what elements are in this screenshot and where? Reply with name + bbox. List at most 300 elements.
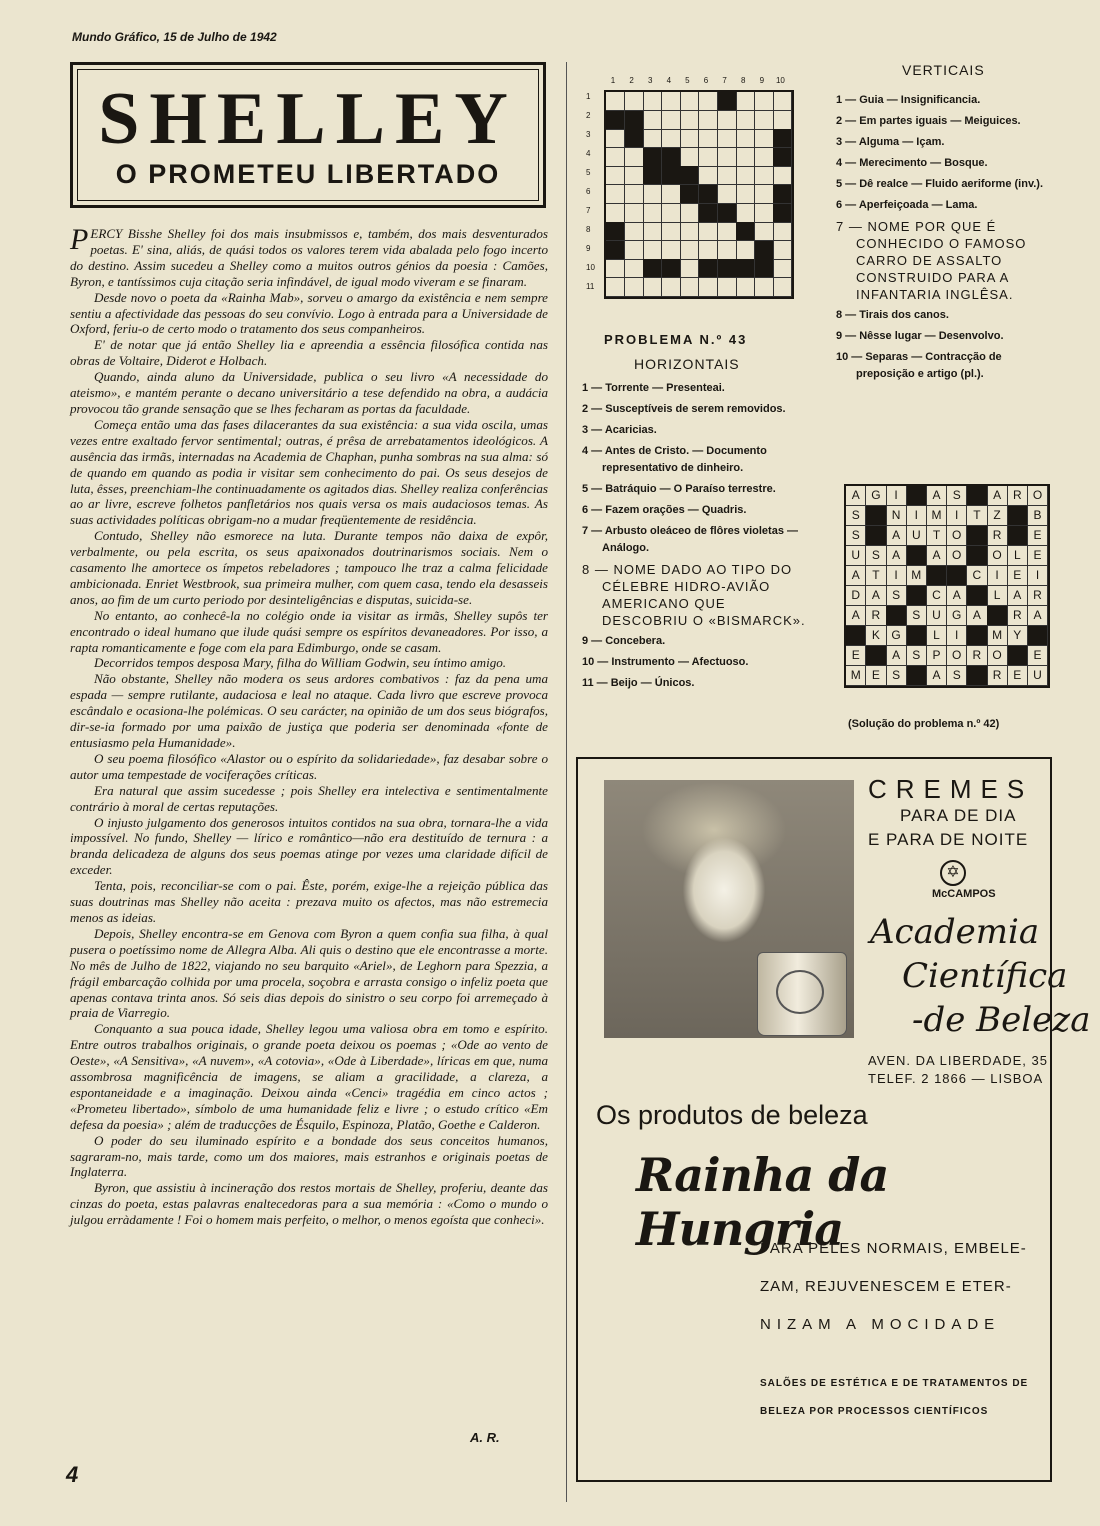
crossword-cell bbox=[699, 148, 718, 167]
article-paragraph: O poder do seu iluminado espírito e a bondade dos seus conceitos humanos, sagraram-no, mais tarde, como um dos maiores, mais estranhos e originais poetas de Inglaterra. bbox=[70, 1132, 548, 1180]
solution-cell: O bbox=[1028, 486, 1048, 506]
solution-cell: U bbox=[846, 546, 866, 566]
crossword-cell bbox=[606, 166, 625, 185]
crossword-cell bbox=[755, 278, 774, 297]
crossword-cell bbox=[736, 148, 755, 167]
crossword-cell bbox=[736, 241, 755, 260]
crossword-cell bbox=[718, 129, 737, 148]
crossword-cell bbox=[606, 185, 625, 204]
crossword-cell bbox=[606, 241, 625, 260]
solution-cell bbox=[1008, 526, 1028, 546]
ad-produtos: Os produtos de beleza bbox=[596, 1100, 868, 1130]
ad-academia-1: Academia bbox=[870, 912, 1040, 952]
crossword-col-number: 3 bbox=[647, 76, 653, 85]
crossword-cell bbox=[773, 259, 792, 278]
crossword-cell bbox=[625, 111, 644, 130]
clue-item: 7 — NOME POR QUE É CONHECIDO O FAMOSO CARRO DE ASSALTO CONSTRUIDO PARA A INFANTARIA INGLÊSA. bbox=[836, 219, 1027, 302]
ad-cremes: CREMES bbox=[868, 774, 1034, 804]
crossword-cell bbox=[662, 111, 681, 130]
clue-item: 5 — Dê realce — Fluido aeriforme (inv.). bbox=[836, 178, 1044, 190]
solution-cell: Y bbox=[1008, 626, 1028, 646]
solution-cell: A bbox=[947, 586, 967, 606]
solution-cell: O bbox=[947, 526, 967, 546]
solution-cell: G bbox=[886, 626, 906, 646]
solution-cell: P bbox=[927, 646, 947, 666]
crossword-cell bbox=[773, 92, 792, 111]
crossword-cell bbox=[773, 204, 792, 223]
crossword-cell bbox=[606, 278, 625, 297]
crossword-row-number: 11 bbox=[586, 282, 595, 291]
crossword-cell bbox=[699, 222, 718, 241]
crossword-cell bbox=[718, 259, 737, 278]
clue-item: 6 — Aperfeiçoada — Lama. bbox=[836, 199, 978, 211]
ad-peles: PARA PELES NORMAIS, EMBELE- ZAM, REJUVENESCEM E ETER- NIZAM A MOCIDADE bbox=[760, 1240, 1027, 1333]
solution-cell: T bbox=[927, 526, 947, 546]
crossword-cell bbox=[736, 166, 755, 185]
crossword-cell bbox=[773, 129, 792, 148]
solution-cell: S bbox=[947, 666, 967, 686]
column-divider bbox=[566, 62, 567, 1502]
crossword-cell bbox=[718, 204, 737, 223]
solution-cell: G bbox=[947, 606, 967, 626]
crossword-cell bbox=[680, 148, 699, 167]
solution-cell: E bbox=[1028, 546, 1048, 566]
solution-cell: S bbox=[846, 506, 866, 526]
solution-cell: O bbox=[947, 646, 967, 666]
solution-cell: Z bbox=[987, 506, 1007, 526]
crossword-cell bbox=[718, 278, 737, 297]
crossword-cell bbox=[680, 222, 699, 241]
crossword-cell bbox=[662, 222, 681, 241]
crossword-row-number: 9 bbox=[586, 244, 591, 253]
crossword-cell bbox=[736, 278, 755, 297]
crossword-cell bbox=[662, 148, 681, 167]
solution-cell: O bbox=[987, 646, 1007, 666]
crossword-cell bbox=[643, 185, 662, 204]
crossword-cell bbox=[680, 185, 699, 204]
article-paragraph: Quando, ainda aluno da Universidade, publica o seu livro «A necessidade do ateismo», e mantém perante o decano universitário a tese defendido na obra, a audácia provocou tão grande sensação que se lhes fecharam as portas da faculdade. bbox=[70, 369, 548, 416]
solution-cell: M bbox=[907, 566, 927, 586]
crossword-row-number: 7 bbox=[586, 206, 591, 215]
crossword-cell bbox=[625, 204, 644, 223]
solution-cell: C bbox=[967, 566, 987, 586]
clue-item: 1 — Guia — Insignificancia. bbox=[836, 94, 981, 106]
crossword-cell bbox=[736, 222, 755, 241]
solution-cell: S bbox=[866, 546, 886, 566]
solution-cell: S bbox=[886, 666, 906, 686]
solution-cell bbox=[907, 546, 927, 566]
solution-cell: M bbox=[846, 666, 866, 686]
clue-item: 1 — Torrente — Presenteai. bbox=[582, 382, 725, 394]
solution-cell: A bbox=[886, 546, 906, 566]
crossword-cell bbox=[718, 185, 737, 204]
solution-cell: I bbox=[886, 566, 906, 586]
crossword-cell bbox=[643, 259, 662, 278]
solution-cell: E bbox=[846, 646, 866, 666]
crossword-col-number: 2 bbox=[629, 76, 634, 85]
crossword-grid bbox=[604, 90, 794, 299]
ad-academia-2: Científica bbox=[902, 956, 1068, 996]
clue-item: 3 — Alguma — Içam. bbox=[836, 136, 945, 148]
clue-item: 6 — Fazem orações — Quadris. bbox=[582, 504, 747, 516]
crossword-cell bbox=[718, 92, 737, 111]
crossword-cell bbox=[699, 129, 718, 148]
crossword-cell bbox=[662, 185, 681, 204]
solution-cell: N bbox=[886, 506, 906, 526]
crossword-cell bbox=[606, 92, 625, 111]
crossword-cell bbox=[699, 278, 718, 297]
crossword-cell bbox=[643, 204, 662, 223]
solution-cell: U bbox=[1028, 666, 1048, 686]
article-paragraph: Decorridos tempos desposa Mary, filha do William Godwin, seu íntimo amigo. bbox=[94, 655, 507, 671]
solution-cell bbox=[907, 586, 927, 606]
solution-cell: T bbox=[866, 566, 886, 586]
clue-item: 9 — Nêsse lugar — Desenvolvo. bbox=[836, 330, 1004, 342]
crossword-cell bbox=[625, 92, 644, 111]
crossword-cell bbox=[773, 241, 792, 260]
solution-cell: A bbox=[886, 526, 906, 546]
solution-cell: S bbox=[907, 646, 927, 666]
solution-cell: E bbox=[866, 666, 886, 686]
crossword-row-number: 3 bbox=[586, 130, 591, 139]
solution-cell: A bbox=[1008, 586, 1028, 606]
solution-cell: A bbox=[846, 486, 866, 506]
crossword-cell bbox=[699, 185, 718, 204]
crossword-row-number: 10 bbox=[586, 263, 595, 272]
solution-cell: S bbox=[907, 606, 927, 626]
article-subtitle: O PROMETEU LIBERTADO bbox=[115, 159, 501, 189]
solution-cell: O bbox=[947, 546, 967, 566]
crossword-cell bbox=[699, 111, 718, 130]
crossword-cell bbox=[643, 92, 662, 111]
solution-cell: R bbox=[1028, 586, 1048, 606]
crossword-cell bbox=[625, 148, 644, 167]
solution-caption: (Solução do problema n.º 42) bbox=[848, 718, 1000, 730]
vertical-clues bbox=[836, 92, 1058, 387]
crossword-col-number: 4 bbox=[666, 76, 672, 85]
crossword-cell bbox=[699, 204, 718, 223]
crossword-cell bbox=[662, 278, 681, 297]
article-body bbox=[70, 223, 548, 1228]
article-paragraph: E' de notar que já então Shelley lia e apreendia a essência filosófica contida nas obras de Voltaire, Diderot e Holbach. bbox=[70, 337, 548, 369]
crossword-row-number: 5 bbox=[586, 168, 591, 177]
crossword-col-number: 1 bbox=[610, 76, 616, 85]
clue-item: 3 — Acaricias. bbox=[582, 424, 657, 436]
crossword-cell bbox=[680, 92, 699, 111]
article-title: SHELLEY bbox=[98, 78, 518, 160]
crossword-cell bbox=[699, 259, 718, 278]
crossword-cell bbox=[755, 166, 774, 185]
problem-label: PROBLEMA N.º 43 bbox=[604, 332, 748, 347]
clue-item: 8 — NOME DADO AO TIPO DO CÉLEBRE HIDRO-AVIÃO AMERICANO QUE DESCOBRIU O «BISMARCK». bbox=[582, 562, 806, 628]
solution-cell bbox=[967, 526, 987, 546]
crossword-row-number: 6 bbox=[586, 187, 591, 196]
solution-grid bbox=[844, 484, 1050, 688]
solution-cell: I bbox=[907, 506, 927, 526]
solution-cell: D bbox=[846, 586, 866, 606]
crossword-cell bbox=[606, 204, 625, 223]
article-paragraph: Conquanto a sua pouca idade, Shelley legou uma valiosa obra em tomo e espírito. Entre outros trabalhos originais, o grande poeta deixou os poemas ; «Ode ao vento de Oeste», «A Sensitiva», «A nuvem», «A cotovia», «Ode à Liberdade», líricas em que, numa assombrosa magnificência de imagens, se aliam a gracilidade, a clareza, a espontaneidade e a imaginação. Deixou ainda «Cenci» tragédia em cinco actos ; «Prometeu libertado», símbolo de uma humanidade feliz e livre ; o estudo crítico «Em defesa da poesia» ; além de traducções de Ésquilo, Espinoza, Platão, Goethe e Calderon. bbox=[70, 1021, 548, 1132]
crossword-row-number: 4 bbox=[586, 149, 591, 158]
solution-cell: A bbox=[1028, 606, 1048, 626]
solution-cell: M bbox=[927, 506, 947, 526]
solution-cell: E bbox=[1028, 526, 1048, 546]
crossword-cell bbox=[625, 222, 644, 241]
ad-brand-mark: McCAMPOS bbox=[932, 888, 996, 900]
solution-cell bbox=[987, 606, 1007, 626]
ad-line1: PARA DE DIA bbox=[900, 806, 1017, 825]
crossword-cell bbox=[680, 241, 699, 260]
crossword-cell bbox=[625, 129, 644, 148]
crossword-cell bbox=[773, 111, 792, 130]
ad-academia-3: -de Beleza bbox=[912, 1000, 1091, 1040]
solution-cell: E bbox=[1008, 566, 1028, 586]
crossword-cell bbox=[680, 111, 699, 130]
solution-cell bbox=[886, 606, 906, 626]
horizontals-title: HORIZONTAIS bbox=[634, 356, 740, 372]
solution-cell bbox=[967, 626, 987, 646]
solution-cell: A bbox=[927, 486, 947, 506]
solution-cell bbox=[866, 506, 886, 526]
crossword-row-number: 8 bbox=[586, 225, 591, 234]
article-paragraph: Contudo, Shelley não esmorece na luta. Durante tempos não daixa de expôr, verbalmente, ou pela escrita, os seus apaixonados doutrinarismos sociais. Nem o casamento lhe amortece os ímpetos rebeladores ; tampouco lhe traz a calma felicidade ambicionada. Enriet Westbrook, sua primeira mulher, com quem casa, tendo ela desasseis anos, ao fim de um curto periodo por desinteligências e disputas, suicida-se. bbox=[70, 528, 548, 607]
clue-item: 5 — Batráquio — O Paraíso terrestre. bbox=[582, 483, 776, 495]
solution-cell: I bbox=[947, 626, 967, 646]
article-paragraph: O seu poema filosófico «Alastor ou o espírito da solidariedade», faz desabar sobre o autor uma tempestade de vociferações críticas. bbox=[70, 750, 548, 782]
solution-cell: M bbox=[987, 626, 1007, 646]
solution-cell: R bbox=[1008, 606, 1028, 626]
solution-cell: S bbox=[886, 586, 906, 606]
crossword-cell bbox=[625, 278, 644, 297]
solution-cell bbox=[1008, 506, 1028, 526]
crossword-cell bbox=[736, 204, 755, 223]
clue-item: 4 — Antes de Cristo. — Documento representativo de dinheiro. bbox=[582, 445, 767, 474]
crossword-cell bbox=[699, 166, 718, 185]
clue-item: 4 — Merecimento — Bosque. bbox=[836, 157, 988, 169]
solution-cell bbox=[846, 626, 866, 646]
crossword-cell bbox=[662, 92, 681, 111]
article-paragraph: Não obstante, Shelley não modera os seus ardores combativos : faz da pena uma espada — sempre rutilante, audaciosa e leal no ataque. Cada livro que escreve provoca escândalo e ocasiona-lhe polémicas. O seu carácter, na opinião de um dos seus biógrafos, dir-se-ia formado por uma paixão de justiça que poderia ser denominada «fonte de entusiasmo pela Humanidade». bbox=[70, 671, 548, 750]
article-paragraph: Desde novo o poeta da «Rainha Mab», sorveu o amargo da existência e nem sempre sentiu a afectividade das pessoas do seu convívio. Logo à entrada para a Universidade de Oxford, feriu-o de certo modo o tratamento dos seus companheiros. bbox=[70, 289, 548, 337]
solution-cell: I bbox=[947, 506, 967, 526]
crossword-cell bbox=[680, 129, 699, 148]
crossword-cell bbox=[680, 204, 699, 223]
solution-cell bbox=[967, 666, 987, 686]
solution-cell: A bbox=[927, 546, 947, 566]
clue-item: 11 — Beijo — Únicos. bbox=[582, 677, 695, 689]
solution-cell: E bbox=[1028, 646, 1048, 666]
crossword-col-number: 7 bbox=[722, 76, 727, 85]
crossword-col-number: 6 bbox=[703, 76, 709, 85]
solution-cell: R bbox=[967, 646, 987, 666]
crossword-cell bbox=[643, 241, 662, 260]
clue-item: 8 — Tirais dos canos. bbox=[836, 309, 949, 321]
crossword-col-number: 8 bbox=[740, 76, 746, 85]
solution-cell: L bbox=[1008, 546, 1028, 566]
crossword-cell bbox=[736, 185, 755, 204]
solution-cell: G bbox=[866, 486, 886, 506]
page-number: 4 bbox=[66, 1462, 79, 1487]
crossword-cell bbox=[755, 111, 774, 130]
crossword-cell bbox=[773, 185, 792, 204]
crossword-cell bbox=[736, 111, 755, 130]
crossword-cell bbox=[606, 111, 625, 130]
solution-cell bbox=[1008, 646, 1028, 666]
crossword-cell bbox=[606, 259, 625, 278]
solution-cell: R bbox=[987, 666, 1007, 686]
solution-cell: S bbox=[947, 486, 967, 506]
crossword-cell bbox=[755, 185, 774, 204]
crossword-cell bbox=[680, 259, 699, 278]
crossword-cell bbox=[718, 222, 737, 241]
solution-cell bbox=[967, 546, 987, 566]
solution-cell bbox=[907, 666, 927, 686]
page-header: Mundo Gráfico, 15 de Julho de 1942 bbox=[72, 30, 277, 44]
crossword-cell bbox=[643, 166, 662, 185]
crossword-cell bbox=[718, 166, 737, 185]
crossword-cell bbox=[643, 111, 662, 130]
crossword-cell bbox=[736, 129, 755, 148]
crossword-cell bbox=[718, 111, 737, 130]
drop-cap: P bbox=[70, 223, 89, 256]
crossword-cell bbox=[773, 166, 792, 185]
crossword-cell bbox=[662, 129, 681, 148]
crossword-cell bbox=[625, 185, 644, 204]
crossword-cell bbox=[755, 222, 774, 241]
horizontal-clues bbox=[582, 380, 810, 696]
solution-cell: T bbox=[967, 506, 987, 526]
crossword-cell bbox=[718, 148, 737, 167]
ad-rainha-logo: Rainha da Hungria bbox=[636, 1148, 889, 1256]
jar-label-emblem bbox=[776, 970, 824, 1014]
crossword-cell bbox=[625, 166, 644, 185]
crossword-cell bbox=[755, 148, 774, 167]
crossword-cell bbox=[755, 241, 774, 260]
crossword-cell bbox=[680, 278, 699, 297]
solution-cell: K bbox=[866, 626, 886, 646]
crossword-cell bbox=[606, 222, 625, 241]
ad-saloes: SALÕES DE ESTÉTICA E DE TRATAMENTOS DE BELEZA POR PROCESSOS CIENTÍFICOS bbox=[760, 1378, 1029, 1417]
solution-cell bbox=[907, 626, 927, 646]
crossword-cell bbox=[773, 222, 792, 241]
crossword-cell bbox=[680, 166, 699, 185]
crossword-cell bbox=[755, 204, 774, 223]
solution-cell: A bbox=[886, 646, 906, 666]
crossword-cell bbox=[773, 148, 792, 167]
crossword-cell bbox=[699, 92, 718, 111]
solution-cell: R bbox=[1008, 486, 1028, 506]
crossword-cell bbox=[755, 92, 774, 111]
solution-cell bbox=[967, 586, 987, 606]
solution-cell: B bbox=[1028, 506, 1048, 526]
solution-cell: S bbox=[846, 526, 866, 546]
solution-cell: U bbox=[927, 606, 947, 626]
ad-address: AVEN. DA LIBERDADE, 35 TELEF. 2 1866 — LISBOA bbox=[868, 1053, 1048, 1086]
article-paragraph: O injusto julgamento dos generosos intuitos contidos na sua obra, tornara-lhe a vida impossível. No fundo, Shelley — lírico e romântico—não era destituído de ternura : a branda delicadeza de alguns dos seus poemas atinge por vezes uma claridade difícil de exceder. bbox=[70, 814, 548, 878]
article-paragraph: No entanto, ao conhecê-la no colégio onde ia visitar as irmãs, Shelley supôs ter encontrado o ideal humano que ilude quási sempre os espíritos devaneadores. Por isso, a rapta romanticamente e foge com ela para Edimburgo, onde se casam. bbox=[70, 607, 548, 655]
clue-item: 2 — Em partes iguais — Meiguices. bbox=[836, 115, 1021, 127]
article-paragraph: Byron, que assistiu à incineração dos restos mortais de Shelley, proferiu, deante das cinzas do poeta, estas palavras enaltecedoras para a sua memória : «Como o mundo o julgou erràdamente ! Foi o homem mais perfeito, o melhor, o menos egoísta que conheci». bbox=[70, 1180, 548, 1228]
clue-item: 10 — Instrumento — Afectuoso. bbox=[582, 656, 749, 668]
solution-cell: A bbox=[967, 606, 987, 626]
solution-cell bbox=[866, 526, 886, 546]
solution-cell: A bbox=[927, 666, 947, 686]
crossword-col-number: 5 bbox=[685, 76, 690, 85]
crossword-cell bbox=[606, 148, 625, 167]
crossword-col-number: 10 bbox=[775, 76, 785, 85]
solution-cell: L bbox=[927, 626, 947, 646]
crossword-row-number: 2 bbox=[586, 111, 591, 120]
solution-cell bbox=[947, 566, 967, 586]
article-paragraph: Era natural que assim sucedesse ; pois Shelley era intelectiva e sentimentalmente contrário à moral de certas reputações. bbox=[70, 782, 548, 814]
solution-cell: I bbox=[886, 486, 906, 506]
crossword-row-number: 1 bbox=[586, 92, 591, 101]
clue-item: 7 — Arbusto oleáceo de flôres violetas — Análogo. bbox=[582, 525, 798, 554]
solution-cell: A bbox=[846, 566, 866, 586]
verticals-title: VERTICAIS bbox=[902, 62, 985, 78]
crossword-cell bbox=[662, 204, 681, 223]
clue-item: 9 — Concebera. bbox=[582, 635, 666, 647]
crossword-cell bbox=[643, 129, 662, 148]
solution-cell: A bbox=[987, 486, 1007, 506]
solution-cell: E bbox=[1008, 666, 1028, 686]
solution-cell: C bbox=[927, 586, 947, 606]
clue-item: 10 — Separas — Contracção de preposição e artigo (pl.). bbox=[836, 351, 1002, 380]
crossword-cell bbox=[643, 278, 662, 297]
solution-cell: I bbox=[987, 566, 1007, 586]
crossword-cell bbox=[755, 129, 774, 148]
crossword-cell bbox=[736, 92, 755, 111]
crossword-cell bbox=[625, 259, 644, 278]
crossword-col-number: 9 bbox=[759, 76, 765, 85]
solution-cell: R bbox=[987, 526, 1007, 546]
article-paragraph: Depois, Shelley encontra-se em Genova com Byron a quem confia sua filha, à qual pusera o poetíssimo nome de Allegra Alba. Ali quis o destino que ele encontrasse a morte. No mês de Julho de 1822, viajando no seu barquito «Ariel», de Leghorn para Spezzia, a frágil embarcação colhida por uma procela, soçobra e arrasta consigo o infeliz poeta que apenas contava trinta anos. Só seis dias depois do sinistro o seu corpo foi arremeçado à praia de Viarregio. bbox=[70, 925, 548, 1021]
crossword-cell bbox=[662, 259, 681, 278]
ad-line2: E PARA DE NOITE bbox=[868, 830, 1029, 849]
crossword-cell bbox=[755, 259, 774, 278]
crossword-cell bbox=[606, 129, 625, 148]
crossword-cell bbox=[718, 241, 737, 260]
solution-cell: A bbox=[866, 586, 886, 606]
clue-item: 2 — Susceptíveis de serem removidos. bbox=[582, 403, 786, 415]
article-signature: A. R. bbox=[470, 1430, 500, 1445]
article-paragraphs bbox=[70, 290, 548, 1228]
solution-cell: U bbox=[907, 526, 927, 546]
solution-cell bbox=[907, 486, 927, 506]
solution-cell: R bbox=[866, 606, 886, 626]
solution-cell: L bbox=[987, 586, 1007, 606]
crossword-cell bbox=[625, 241, 644, 260]
solution-cell: O bbox=[987, 546, 1007, 566]
crossword-cell bbox=[699, 241, 718, 260]
crossword-cell bbox=[643, 148, 662, 167]
star-emblem-icon: ✡ bbox=[940, 860, 966, 886]
crossword-cell bbox=[662, 241, 681, 260]
article-title-box bbox=[70, 62, 546, 208]
article-paragraph: Começa então uma das fases dilacerantes da sua existência: a sua vida oscila, umas vezes entre exaltado fervor sentimental; outras, é prêsa de arrebatamentos ideológicos. A ausência das irmãs, internadas na Academia de Chaphan, punha sombras na sua alma: só de quando em quando as podia ir visitar sem conhecimento do pai. Os seus desejos de luta, êsses, preenchiam-lhe continuadamente os agitados dias. Shelley realiza conferências ao ar livre, escreve folhetos panfletários nos quais versa os mais audaciosos temas. As suas actividades políticas obrigam-no a mudar freqüentemente de residência. bbox=[70, 416, 548, 528]
solution-cell bbox=[967, 486, 987, 506]
solution-cell: I bbox=[1028, 566, 1048, 586]
crossword-cell bbox=[736, 259, 755, 278]
crossword-cell bbox=[643, 222, 662, 241]
solution-cell: A bbox=[846, 606, 866, 626]
article-first-paragraph: PERCY Bisshe Shelley foi dos mais insubmissos e, também, dos mais desventurados poetas. E' sina, aliás, de quási todos os valores terem vida abalada pelo fogo incerto do destino. Assim sucedeu a Shelley como a muitos outros génios da poesia : Camões, Byron, e tantíssimos cuja citação seria infindável, de igual modo viveram e se finaram. bbox=[70, 223, 548, 289]
solution-cell bbox=[1028, 626, 1048, 646]
solution-cell bbox=[927, 566, 947, 586]
article-paragraph: Tenta, pois, reconciliar-se com o pai. Êste, porém, exige-lhe a rejeição pública das suas doutrinas mas Shelley não aceita : prezava muito os afectos, mas não estremecia menos as ideias. bbox=[70, 878, 548, 925]
crossword-cell bbox=[773, 278, 792, 297]
crossword-cell bbox=[662, 166, 681, 185]
